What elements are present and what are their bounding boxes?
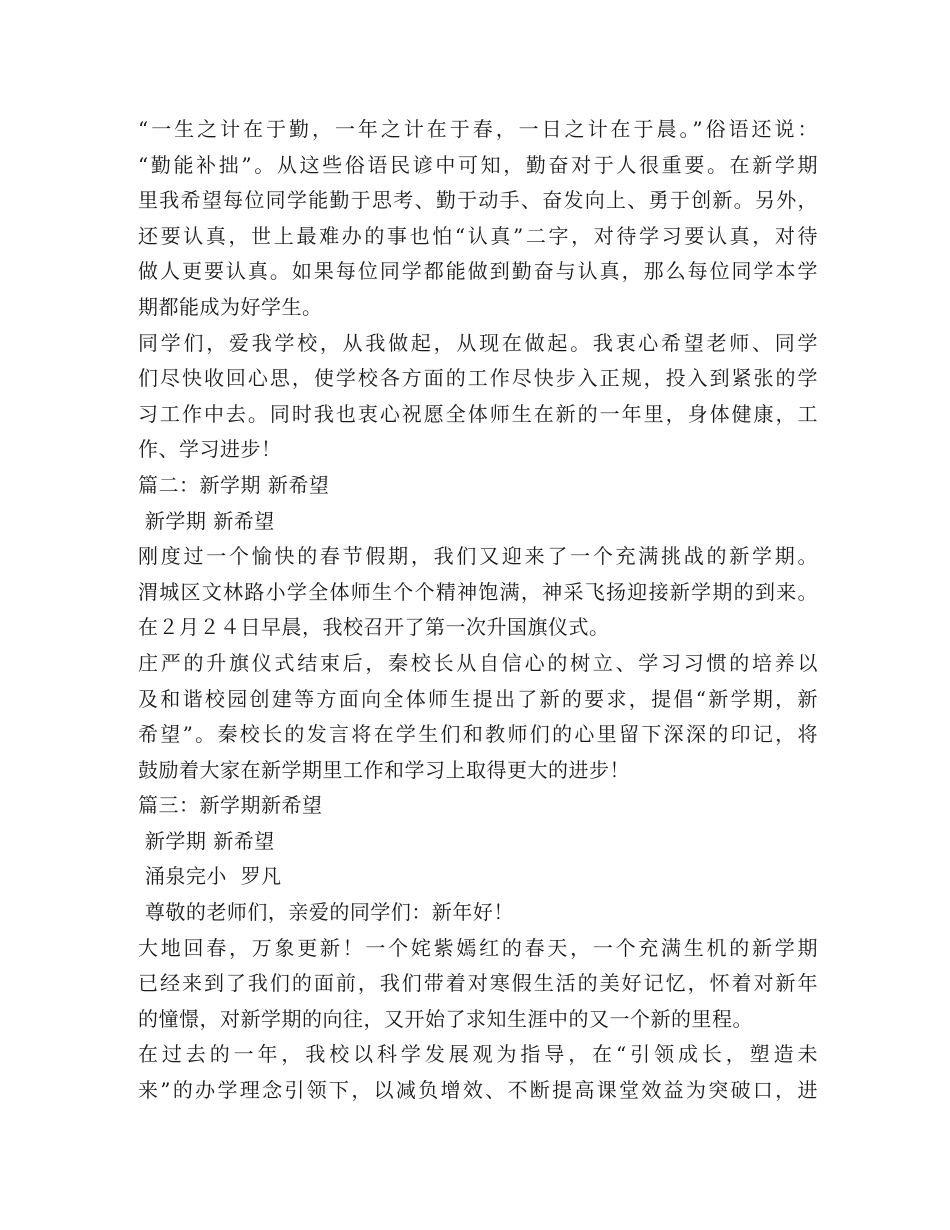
text-line: 习工作中去。同时我也衷心祝愿全体师生在新的一年里，身体健康，工 [138,401,818,426]
section-heading: 篇二：新学期 新希望 [138,472,330,497]
section-heading: 篇三：新学期新希望 [138,793,323,818]
text-line: 已经来到了我们的面前，我们带着对寒假生活的美好记忆，怀着对新年 [138,971,818,996]
text-line: 作、学习进步！ [138,437,282,462]
text-line: “一生之计在于勤，一年之计在于春，一日之计在于晨。”俗语还说： [138,117,818,141]
text-line: 希望”。秦校长的发言将在学生们和教师们的心里留下深深的印记，将 [138,722,818,747]
text-line: 鼓励着大家在新学期里工作和学习上取得更大的进步！ [138,757,630,782]
text-line: 里我希望每位同学能勤于思考、勤于动手、奋发向上、勇于创新。另外， [138,188,818,213]
text-line: 及和谐校园创建等方面向全体师生提出了新的要求，提倡“新学期，新 [138,686,818,711]
article-title: 新学期 新希望 [138,508,275,533]
text-line: 渭城区文林路小学全体师生个个精神饱满，神采飞扬迎接新学期的到来。 [138,579,818,604]
text-line: 还要认真，世上最难办的事也怕“认真”二字，对待学习要认真，对待 [138,223,818,248]
author-line: 涌泉完小 罗凡 [138,864,282,889]
text-line: 期都能成为好学生。 [138,294,323,319]
document-body [138,112,818,1109]
text-line: 的憧憬，对新学期的向往，又开始了求知生涯中的又一个新的里程。 [138,1006,753,1031]
text-line: 刚度过一个愉快的春节假期，我们又迎来了一个充满挑战的新学期。 [138,544,818,569]
greeting-line: 尊敬的老师们，亲爱的同学们：新年好！ [138,900,514,925]
text-line: 庄严的升旗仪式结束后，秦校长从自信心的树立、学习习惯的培养以 [138,650,818,675]
article-title: 新学期 新希望 [138,828,275,853]
text-line: 做人更要认真。如果每位同学都能做到勤奋与认真，那么每位同学本学 [138,259,818,284]
text-line: “勤能补拙”。从这些俗语民谚中可知，勤奋对于人很重要。在新学期 [138,152,818,177]
text-line: 来”的办学理念引领下，以减负增效、不断提高课堂效益为突破口，进 [138,1078,818,1103]
text-line: 在２月２４日早晨，我校召开了第一次升国旗仪式。 [138,615,610,640]
text-line: 在过去的一年，我校以科学发展观为指导，在“引领成长，塑造未 [138,1042,818,1067]
text-line: 们尽快收回心思，使学校各方面的工作尽快步入正规，投入到紧张的学 [138,366,818,391]
text-line: 同学们，爱我学校，从我做起，从现在做起。我衷心希望老师、同学 [138,330,818,355]
text-line: 大地回春，万象更新！一个姹紫嫣红的春天，一个充满生机的新学期 [138,935,818,960]
